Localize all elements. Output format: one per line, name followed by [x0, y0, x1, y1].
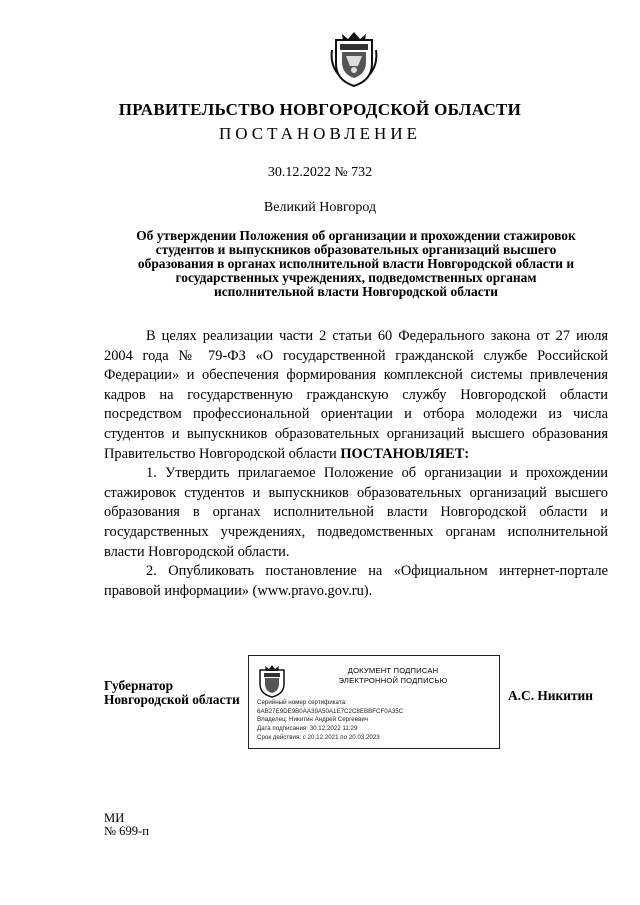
stamp-header-line: ДОКУМЕНТ ПОДПИСАН: [347, 666, 439, 675]
title-line: студентов и выпускников образовательных организаций высшего: [155, 242, 557, 257]
preamble-paragraph: [104, 327, 608, 464]
government-heading: ПРАВИТЕЛЬСТВО НОВГОРОДСКОЙ ОБЛАСТИ: [118, 100, 522, 119]
item-1: 1. Утвердить прилагаемое Положение об организации и прохождении стажировок студентов и выпускников образовательных организаций высшего образования в органах исполнительной власти Новгородской области и государственных учреждениях, подведомственных органам исполнительной власти Новгородской области.: [104, 465, 608, 560]
stamp-emblem-icon: [257, 664, 287, 698]
document-title: [108, 229, 604, 299]
signer-position-line: Новгородской области: [104, 692, 240, 707]
title-line: образования в органах исполнительной власти Новгородской области и: [137, 256, 575, 271]
stamp-header-line: ЭЛЕКТРОННОЙ ПОДПИСЬЮ: [338, 675, 448, 685]
title-line: Об утверждении Положения об организации и прохождении стажировок: [136, 228, 576, 243]
reference-number: № 699-п: [104, 824, 149, 838]
cert-number: 6AB27E9DE9B0AA39A50A1E7C2C8EBBFCF0A35C: [257, 707, 404, 715]
signer-name: А.С. Никитин: [508, 688, 593, 703]
stamp-details: [257, 699, 497, 743]
e-signature-stamp: [248, 655, 500, 749]
preamble-text: В целях реализации части 2 статьи 60 Федерального закона от 27 июля 2004 года № 79-ФЗ «О государственной гражданской службе Российской Федерации» и обеспечения формирования комплексной системы привлечения кадров на государственную гражданскую службу Новгородской области посредством профессиональной ориентации и отбора молодежи из числа студентов и выпускников образовательных организаций высшего образования Правительство Новгородской области: [104, 328, 608, 462]
title-line: государственных учреждениях, подведомственных органам: [175, 270, 537, 285]
item-2: 2. Опубликовать постановление на «Официальном интернет-портале правовой информации» (www.pravo.gov.ru).: [104, 563, 608, 599]
stamp-header: [293, 666, 493, 685]
cert-validity: Срок действия: с 20.12.2021 по 20.03.2023: [257, 733, 380, 741]
date-number: 30.12.2022 № 732: [267, 165, 373, 180]
resolves-keyword: ПОСТАНОВЛЯЕТ:: [340, 445, 470, 462]
city: Великий Новгород: [263, 200, 377, 215]
title-line: исполнительной власти Новгородской области: [214, 284, 498, 299]
document-body: [104, 327, 608, 601]
document-reference: [104, 812, 149, 838]
document-type: ПОСТАНОВЛЕНИЕ: [218, 124, 421, 143]
cert-label: Серийный номер сертификата:: [257, 699, 347, 706]
signer-position-line: Губернатор: [104, 678, 174, 693]
signer-position: [104, 679, 240, 707]
signed-date: Дата подписания: 30.12.2022 11:29: [257, 725, 358, 733]
coat-of-arms-icon: [328, 30, 380, 88]
reference-initials: МИ: [104, 811, 125, 825]
cert-owner: Владелец: Никитин Андрей Сергеевич: [257, 716, 369, 724]
